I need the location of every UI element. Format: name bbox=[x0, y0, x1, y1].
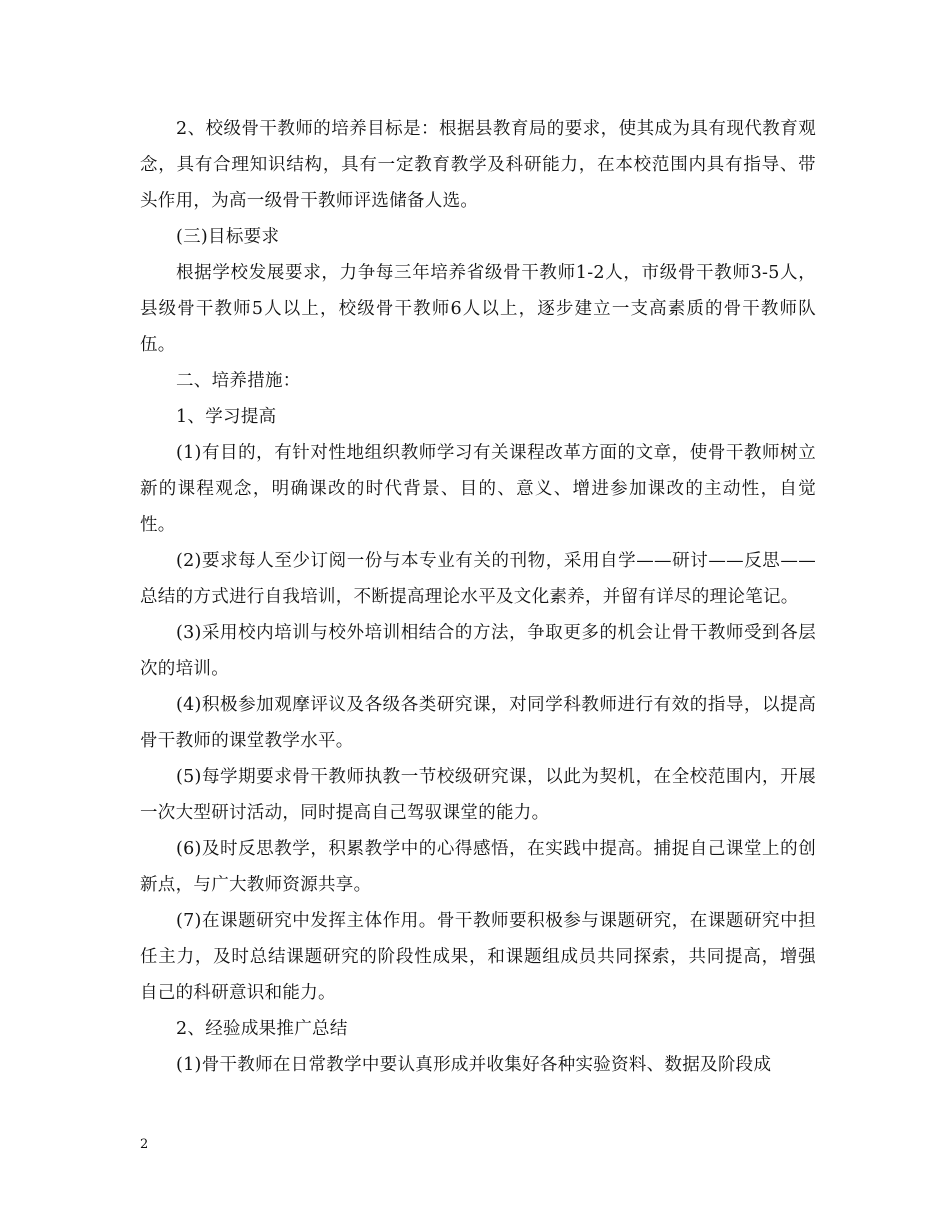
heading-training-measures: 二、培养措施： bbox=[176, 371, 301, 391]
paragraph-measure-7: (7)在课题研究中发挥主体作用。骨干教师要积极参与课题研究，在课题研究中担任主力，及时总结课题研究的阶段性成果，和课题组成员共同探索，共同提高，增强自己的科研意识和能力。 bbox=[140, 911, 816, 1003]
document-body bbox=[140, 111, 816, 1083]
paragraph-measure-1: (1)有目的，有针对性地组织教师学习有关课程改革方面的文章，使骨干教师树立新的课程观念，明确课改的时代背景、目的、意义、增进参加课改的主动性，自觉性。 bbox=[140, 443, 816, 535]
paragraph-target-requirements: 根据学校发展要求，力争每三年培养省级骨干教师1-2人，市级骨干教师3-5人，县级骨干教师5人以上，校级骨干教师6人以上，逐步建立一支高素质的骨干教师队伍。 bbox=[140, 263, 816, 355]
paragraph-experience-1: (1)骨干教师在日常教学中要认真形成并收集好各种实验资料、数据及阶段成 bbox=[176, 1055, 772, 1075]
paragraph-measure-4: (4)积极参加观摩评议及各级各类研究课，对同学科教师进行有效的指导，以提高骨干教师的课堂教学水平。 bbox=[140, 695, 816, 751]
paragraph-measure-2: (2)要求每人至少订阅一份与本专业有关的刊物，采用自学——研讨——反思——总结的方式进行自我培训，不断提高理论水平及文化素养，并留有详尽的理论笔记。 bbox=[140, 551, 816, 607]
paragraph-measure-5: (5)每学期要求骨干教师执教一节校级研究课，以此为契机，在全校范围内，开展一次大型研讨活动，同时提高自己驾驭课堂的能力。 bbox=[140, 767, 816, 823]
paragraph-measure-3: (3)采用校内培训与校外培训相结合的方法，争取更多的机会让骨干教师受到各层次的培训。 bbox=[140, 623, 816, 679]
heading-target-requirements: (三)目标要求 bbox=[176, 227, 280, 247]
page-number: 2 bbox=[140, 1137, 149, 1152]
heading-experience-summary: 2、经验成果推广总结 bbox=[176, 1019, 348, 1039]
paragraph-goal-school-level: 2、校级骨干教师的培养目标是：根据县教育局的要求，使其成为具有现代教育观念，具有合理知识结构，具有一定教育教学及科研能力，在本校范围内具有指导、带头作用，为高一级骨干教师评选储备人选。 bbox=[140, 119, 816, 211]
heading-study-improvement: 1、学习提高 bbox=[176, 407, 277, 427]
paragraph-measure-6: (6)及时反思教学，积累教学中的心得感悟，在实践中提高。捕捉自己课堂上的创新点，与广大教师资源共享。 bbox=[140, 839, 816, 895]
